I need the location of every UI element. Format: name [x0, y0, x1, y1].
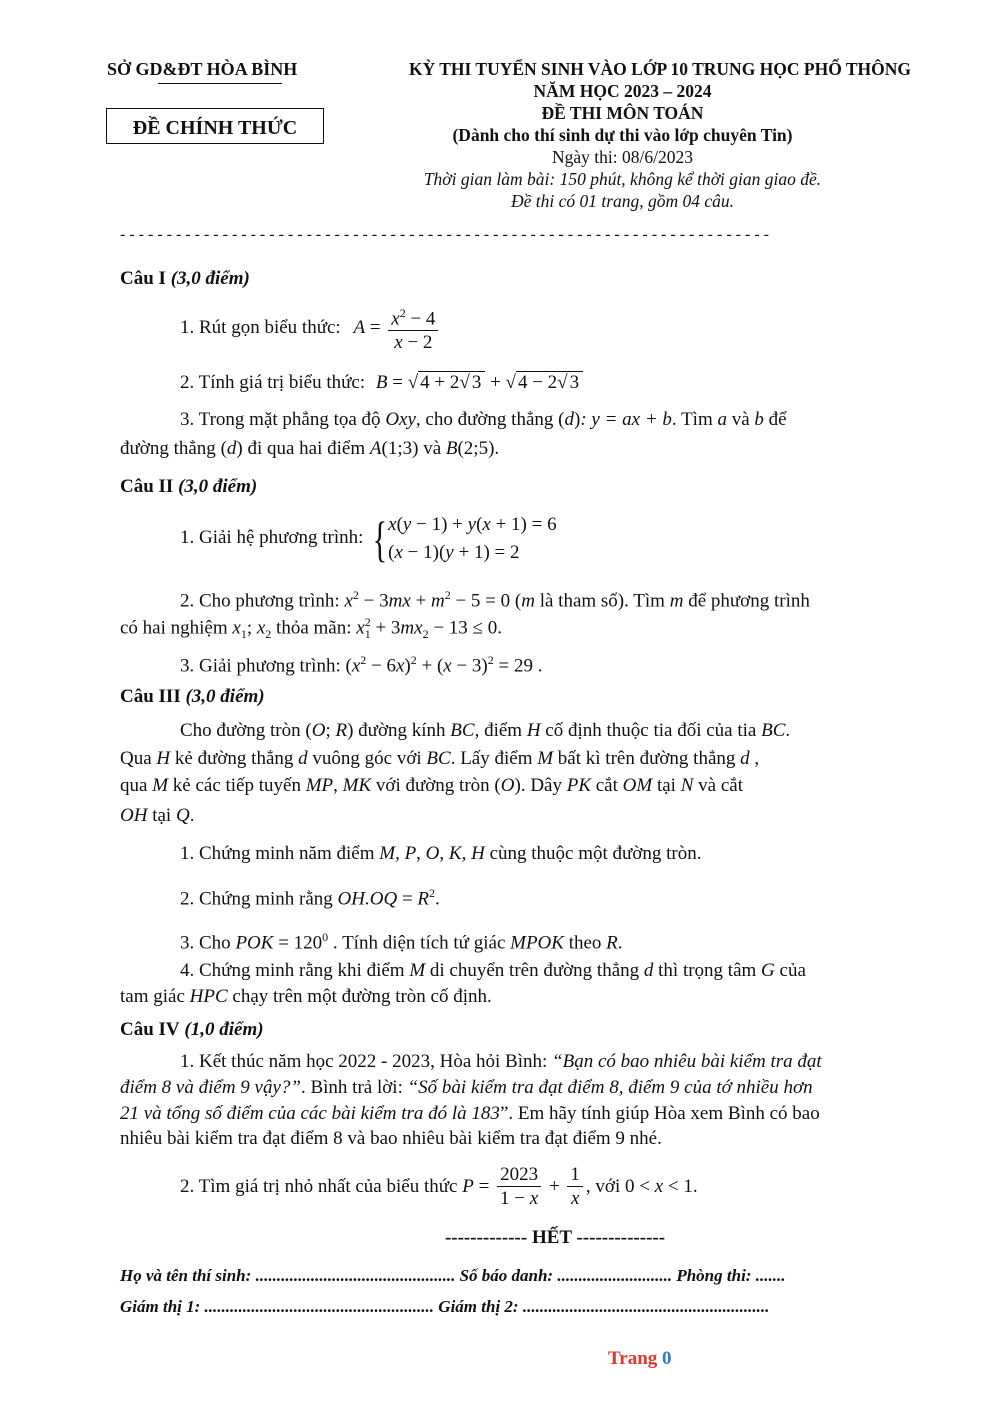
q4-part1-line3: 21 và tổng số điểm của các bài kiểm tra đó là 183”. Em hãy tính giúp Hòa xem Bình có bao: [120, 1103, 820, 1124]
q3-heading: Câu III (3,0 điểm): [120, 686, 265, 707]
q3-line3: qua M kẻ các tiếp tuyến MP, MK với đường tròn (O). Dây PK cắt OM tại N và cắt: [120, 775, 743, 796]
q3-part4-line2: tam giác HPC chạy trên một đường tròn cố định.: [120, 986, 492, 1007]
q3-line1: Cho đường tròn (O; R) đường kính BC, điểm H cố định thuộc tia đối của tia BC.: [180, 720, 791, 741]
page-word: Trang: [608, 1348, 658, 1369]
q2-part2-line1: 2. Cho phương trình: $x^2 - 3mx + m^2 - 5 = 0$ (m là tham số). Tìm m để phương trình: [180, 588, 810, 612]
q3-part1: 1. Chứng minh năm điểm M, P, O, K, H cùng thuộc một đường tròn.: [180, 843, 702, 864]
q3-part2: 2. Chứng minh rằng $OH.OQ = R^2$.: [180, 886, 440, 910]
candidate-line: Họ và tên thí sinh: ............................................... Số báo danh: ........................... Phòng thi: .......: [120, 1266, 786, 1285]
q4-part1-line1: 1. Kết thúc năm học 2022 - 2023, Hòa hỏi Bình: “Bạn có bao nhiêu bài kiểm tra đạt: [180, 1051, 822, 1072]
exam-year: NĂM HỌC 2023 – 2024: [533, 81, 712, 101]
separator: - - - - - - - - - - - - - - - - - - - - - - - - - - - - - - - - - - - - - - - - - - - - - - - - - - - - - - - - - - - - - - - - - - - - - -: [120, 226, 769, 243]
q3-part3: 3. Cho POK = $120^0$ . Tính diện tích tứ giác MPOK theo R.: [180, 930, 623, 954]
exam-pages: Đề thi có 01 trang, gồm 04 câu.: [510, 191, 735, 211]
q4-part2: 2. Tìm giá trị nhỏ nhất của biểu thức P = $\frac{2023}{1 - x}$ + $\frac{1}{x}$ , với 0 < x < 1.: [180, 1164, 698, 1210]
q1-part3-line1: 3. Trong mặt phẳng tọa độ Oxy, cho đường thẳng (d): y = ax + b. Tìm a và b để: [180, 409, 787, 430]
q2-part1: 1. Giải hệ phương trình: { x(y − 1) + y(x + 1) = 6 (x − 1)(y + 1) = 2: [180, 510, 557, 567]
exam-subject: ĐỀ THI MÔN TOÁN: [541, 103, 704, 123]
q4-part1-line2: điểm 8 và điểm 9 vậy?”. Bình trả lời: “Số bài kiểm tra đạt điểm 8, điểm 9 của tớ nhiều hơn: [120, 1077, 813, 1098]
end-marker: ------------- HẾT --------------: [444, 1227, 666, 1248]
page-number: [608, 1348, 672, 1370]
q3-part4-line1: 4. Chứng minh rằng khi điểm M di chuyển trên đường thẳng d thì trọng tâm G của: [180, 960, 806, 981]
q3-line4: OH tại Q.: [120, 805, 195, 826]
department-underline: [158, 83, 282, 84]
exam-date: Ngày thi: 08/6/2023: [552, 147, 693, 167]
department: SỞ GD&ĐT HÒA BÌNH: [107, 59, 298, 79]
exam-header: [360, 58, 960, 212]
q1-heading: Câu I (3,0 điểm): [120, 268, 250, 289]
q1-part2: 2. Tính giá trị biểu thức: B = √ 4 + 2√ 3 + √ 4 − 2√ 3: [180, 370, 990, 396]
supervisor-line: Giám thị 1: ...................................................... Giám thị 2: ..........................................................: [120, 1297, 770, 1316]
exam-title: KỲ THI TUYỂN SINH VÀO LỚP 10 TRUNG HỌC PHỔ THÔNG: [408, 59, 912, 79]
page-num: 0: [662, 1348, 672, 1369]
q4-part1-line4: nhiêu bài kiểm tra đạt điểm 8 và bao nhiêu bài kiểm tra đạt điểm 9 nhé.: [120, 1128, 662, 1149]
q2-heading: Câu II (3,0 điểm): [120, 476, 258, 497]
q2-part3: 3. Giải phương trình: $(x^2 - 6x)^2 + (x - 3)^2 = 29$ .: [180, 653, 543, 677]
q4-heading: Câu IV (1,0 điểm): [120, 1019, 264, 1040]
official-box: ĐỀ CHÍNH THỨC: [106, 108, 324, 144]
q3-line2: Qua H kẻ đường thẳng d vuông góc với BC. Lấy điểm M bất kì trên đường thẳng d ,: [120, 748, 760, 769]
exam-time: Thời gian làm bài: 150 phút, không kể thời gian giao đề.: [423, 169, 822, 189]
q2-part2-line2: có hai nghiệm $x_1$; $x_2$ thỏa mãn: $x_1^2 + 3mx_2 - 13 \le 0$.: [120, 615, 502, 642]
exam-for-whom: (Dành cho thí sinh dự thi vào lớp chuyên Tin): [452, 125, 793, 145]
q1-part1: 1. Rút gọn biểu thức: A = $\frac{x^2 - 4}{x - 2}$: [180, 300, 990, 356]
q1-part3-line2: đường thẳng (d) đi qua hai điểm A(1;3) và B(2;5).: [120, 438, 500, 459]
